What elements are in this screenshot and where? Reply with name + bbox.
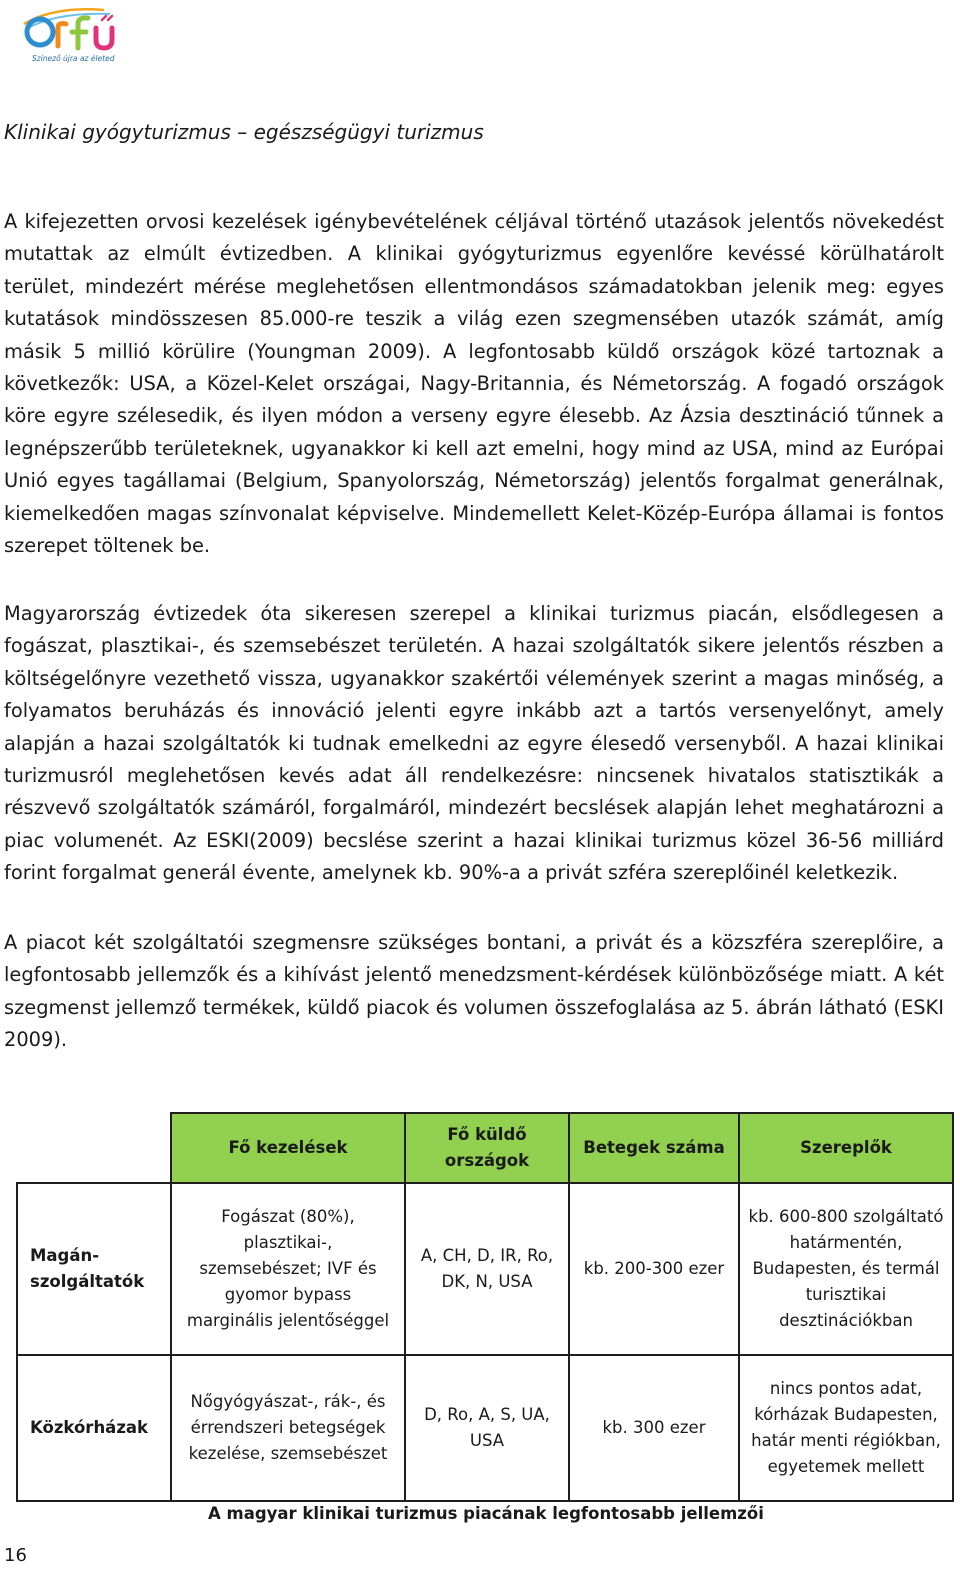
header-actors: Szereplők [739, 1113, 953, 1183]
logo-tagline: Színező újra az életed [32, 54, 115, 63]
market-characteristics-table [16, 1112, 954, 1502]
paragraph: A piacot két szolgáltatói szegmensre szükséges bontani, a privát és a közszféra szereplőire, a legfontosabb jellemzők és a kihívást jelentő menedzsment-kérdések különbözősége miatt. A két szegmenst jellemző termékek, küldő piacok és volumen összefoglalása az 5. ábrán látható (ESKI 2009). [4, 931, 944, 1052]
orfu-logo [14, 4, 134, 66]
table-row [17, 1183, 953, 1355]
table-cell: A, CH, D, IR, Ro, DK, N, USA [405, 1183, 569, 1355]
page-number: 16 [4, 1545, 27, 1566]
table-header-row [17, 1113, 953, 1183]
header-main-treatments: Fő kezelések [171, 1113, 405, 1183]
paragraph: A kifejezetten orvosi kezelések igénybevételének céljával történő utazások jelentős növekedést mutattak az elmúlt évtizedben. A klinikai gyógyturizmus egyenlőre kevéssé körülhatárolt terület, mindezért mérése meglehetősen ellentmondásos számadatokban jelenik meg: egyes kutatások mindösszesen 85.000-re teszik a világ ezen szegmensében utazók számát, amíg másik 5 millió körülire (Youngman 2009). A legfontosabb küldő országok közé tartoznak a következők: USA, a Közel-Kelet országai, Nagy-Britannia, és Németország. A fogadó országok köre egyre szélesedik, és ilyen módon a verseny egyre élesebb. Az Ázsia desztináció tűnnek a legnépszerűbb területeknek, ugyanakkor ki kell azt emelni, hogy mind az USA, mind az Európai Unió egyes tagállamai (Belgium, Spanyolország, Németország) jelentős forgalmat generálnak, kiemelkedően magas színvonalat képviselve. Mindemellett Kelet-Közép-Európa államai is fontos szerepet töltenek be. [4, 210, 944, 558]
table-cell: kb. 200-300 ezer [569, 1183, 739, 1355]
header-source-countries: Fő küldő országok [405, 1113, 569, 1183]
table-cell: kb. 600-800 szolgáltató határmentén, Budapesten, és termál turisztikai desztinációkban [739, 1183, 953, 1355]
table-corner [17, 1113, 171, 1183]
table-caption: A magyar klinikai turizmus piacának legfontosabb jellemzői [208, 1504, 764, 1523]
row-label: Magán-szolgáltatók [17, 1183, 171, 1355]
table-row [17, 1355, 953, 1501]
table-cell: kb. 300 ezer [569, 1355, 739, 1501]
table-cell: D, Ro, A, S, UA, USA [405, 1355, 569, 1501]
paragraph: Magyarország évtizedek óta sikeresen szerepel a klinikai turizmus piacán, elsődlegesen a fogászat, plasztikai-, és szemsebészet területén. A hazai szolgáltatók sikere jelentős részben a költségelőnyre vezethető vissza, ugyanakkor szakértői vélemények szerint a magas minőség, a folyamatos beruházás és innováció jelenti egyre inkább azt a tartós versenyelőnyt, amely alapján a hazai szolgáltatók ki tudnak emelkedni az egyre élesedő versenyből. A hazai klinikai turizmusról meglehetősen kevés adat áll rendelkezésre: nincsenek hivatalos statisztikák a részvevő szolgáltatók számáról, forgalmáról, mindezért becslések alapján lehet meghatározni a piac volumenét. Az ESKI(2009) becslése szerint a hazai klinikai turizmus közel 36-56 milliárd forint forgalmat generál évente, amelynek kb. 90%-a a privát szféra szereplőinél keletkezik. [4, 602, 944, 885]
table-cell: Fogászat (80%), plasztikai-, szemsebészet; IVF és gyomor bypass marginális jelentőséggel [171, 1183, 405, 1355]
section-title: Klinikai gyógyturizmus – egészségügyi turizmus [4, 120, 484, 144]
header-patient-count: Betegek száma [569, 1113, 739, 1183]
table-cell: Nőgyógyászat-, rák-, és érrendszeri betegségek kezelése, szemsebészet [171, 1355, 405, 1501]
row-label: Közkórházak [17, 1355, 171, 1501]
table-cell: nincs pontos adat, kórházak Budapesten, határ menti régiókban, egyetemek mellett [739, 1355, 953, 1501]
